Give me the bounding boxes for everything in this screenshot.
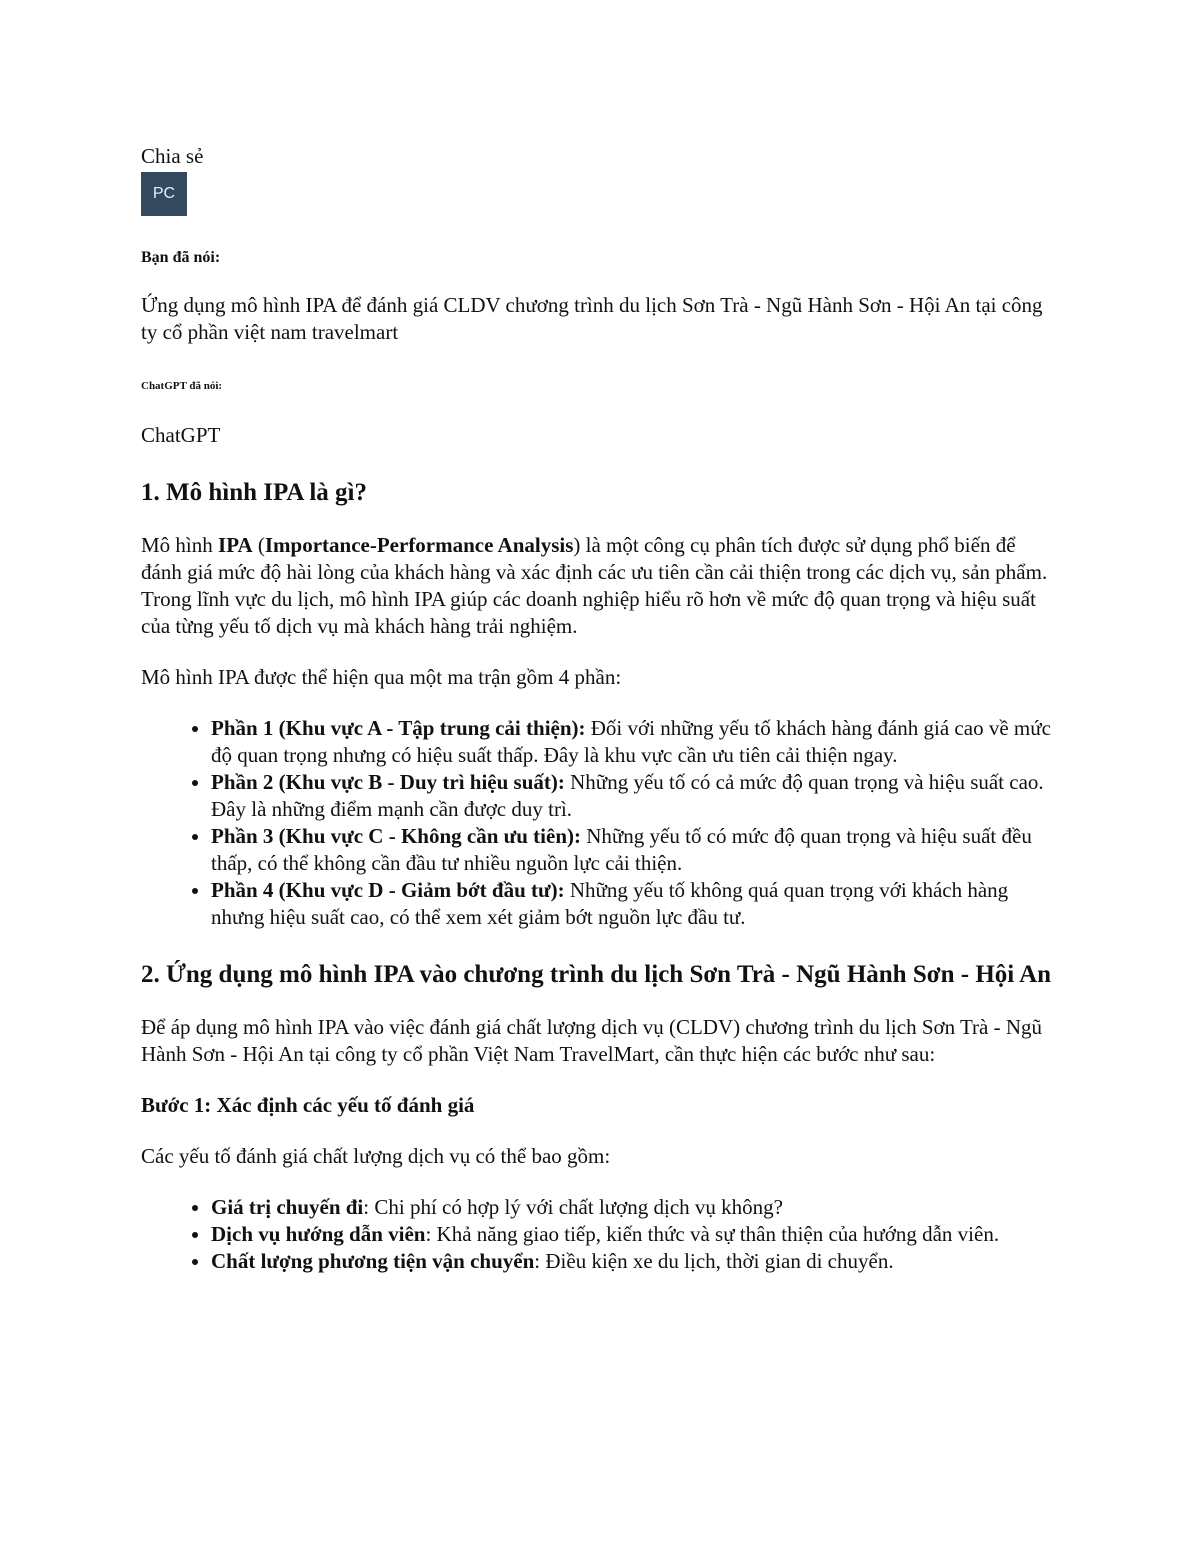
ipa-term: IPA (218, 533, 253, 557)
assistant-said-label: ChatGPT đã nói: (141, 380, 223, 392)
list-item (211, 1194, 1061, 1221)
factor-description: : Khả năng giao tiếp, kiến thức và sự thân thiện của hướng dẫn viên. (425, 1222, 1000, 1246)
section2-intro: Để áp dụng mô hình IPA vào việc đánh giá chất lượng dịch vụ (CLDV) chương trình du lịch Sơn Trà - Ngũ Hành Sơn - Hội An tại công ty cổ phần Việt Nam TravelMart, cần thực hiện các bước như sau: (141, 1015, 1043, 1066)
part-title: Phần 4 (Khu vực D - Giảm bớt đầu tư): (211, 878, 565, 902)
factor-description: : Điều kiện xe du lịch, thời gian di chuyển. (534, 1249, 894, 1273)
matrix-intro: Mô hình IPA được thể hiện qua một ma trận gồm 4 phần: (141, 665, 622, 689)
part-title: Phần 1 (Khu vực A - Tập trung cải thiện): (211, 716, 586, 740)
document-page (141, 142, 1061, 1275)
ipa-definition-paragraph (141, 532, 1061, 640)
user-said-label: Bạn đã nói: (141, 249, 221, 266)
factors-list (141, 1194, 1061, 1275)
part-title: Phần 3 (Khu vực C - Không cần ưu tiên): (211, 824, 581, 848)
list-item (211, 715, 1061, 769)
factor-description: : Chi phí có hợp lý với chất lượng dịch vụ không? (363, 1195, 783, 1219)
part-description: Đối với những yếu tố khách hàng đánh giá cao về mức độ quan trọng nhưng có hiệu suất thấp. Đây là khu vực cần ưu tiên cải thiện ngay. (211, 716, 1051, 767)
list-item (211, 877, 1061, 931)
factor-title: Giá trị chuyến đi (211, 1195, 364, 1219)
user-prompt: Ứng dụng mô hình IPA để đánh giá CLDV chương trình du lịch Sơn Trà - Ngũ Hành Sơn - Hội An tại công ty cổ phần việt nam travelmart (141, 293, 1043, 344)
matrix-parts-list (141, 715, 1061, 931)
part-description: Những yếu tố có cả mức độ quan trọng và hiệu suất cao. Đây là những điểm mạnh cần được duy trì. (211, 770, 1044, 821)
list-item (211, 1248, 1061, 1275)
factor-title: Chất lượng phương tiện vận chuyển (211, 1249, 535, 1273)
factor-title: Dịch vụ hướng dẫn viên (211, 1222, 426, 1246)
part-description: Những yếu tố không quá quan trọng với khách hàng nhưng hiệu suất cao, có thể xem xét giảm bớt nguồn lực đầu tư. (211, 878, 1009, 929)
list-item (211, 1221, 1061, 1248)
section1-heading: 1. Mô hình IPA là gì? (141, 479, 367, 506)
ipa-intro-text-1: Mô hình (141, 533, 219, 557)
list-item (211, 823, 1061, 877)
list-item (211, 769, 1061, 823)
avatar-initials: PC (152, 185, 176, 202)
user-avatar[interactable] (141, 172, 187, 216)
ipa-intro-text-2: ( (252, 533, 265, 557)
step1-heading: Bước 1: Xác định các yếu tố đánh giá (141, 1093, 475, 1117)
ipa-intro-text-3: ) là một công cụ phân tích được sử dụng phổ biến để đánh giá mức độ hài lòng của khách hàng và xác định các ưu tiên cần cải thiện trong các dịch vụ, sản phẩm. Trong lĩnh vực du lịch, mô hình IPA giúp các doanh nghiệp hiểu rõ hơn về mức độ quan trọng và hiệu suất của từng yếu tố dịch vụ mà khách hàng trải nghiệm. (141, 533, 1048, 638)
step1-intro: Các yếu tố đánh giá chất lượng dịch vụ có thể bao gồm: (141, 1144, 611, 1168)
part-description: Những yếu tố có mức độ quan trọng và hiệu suất đều thấp, có thể không cần đầu tư nhiều nguồn lực cải thiện. (211, 824, 1032, 875)
assistant-name: ChatGPT (141, 423, 221, 447)
section2-heading: 2. Ứng dụng mô hình IPA vào chương trình du lịch Sơn Trà - Ngũ Hành Sơn - Hội An (141, 961, 1052, 988)
part-title: Phần 2 (Khu vực B - Duy trì hiệu suất): (211, 770, 565, 794)
share-label[interactable]: Chia sẻ (141, 144, 204, 168)
ipa-full-name: Importance-Performance Analysis (264, 533, 574, 557)
